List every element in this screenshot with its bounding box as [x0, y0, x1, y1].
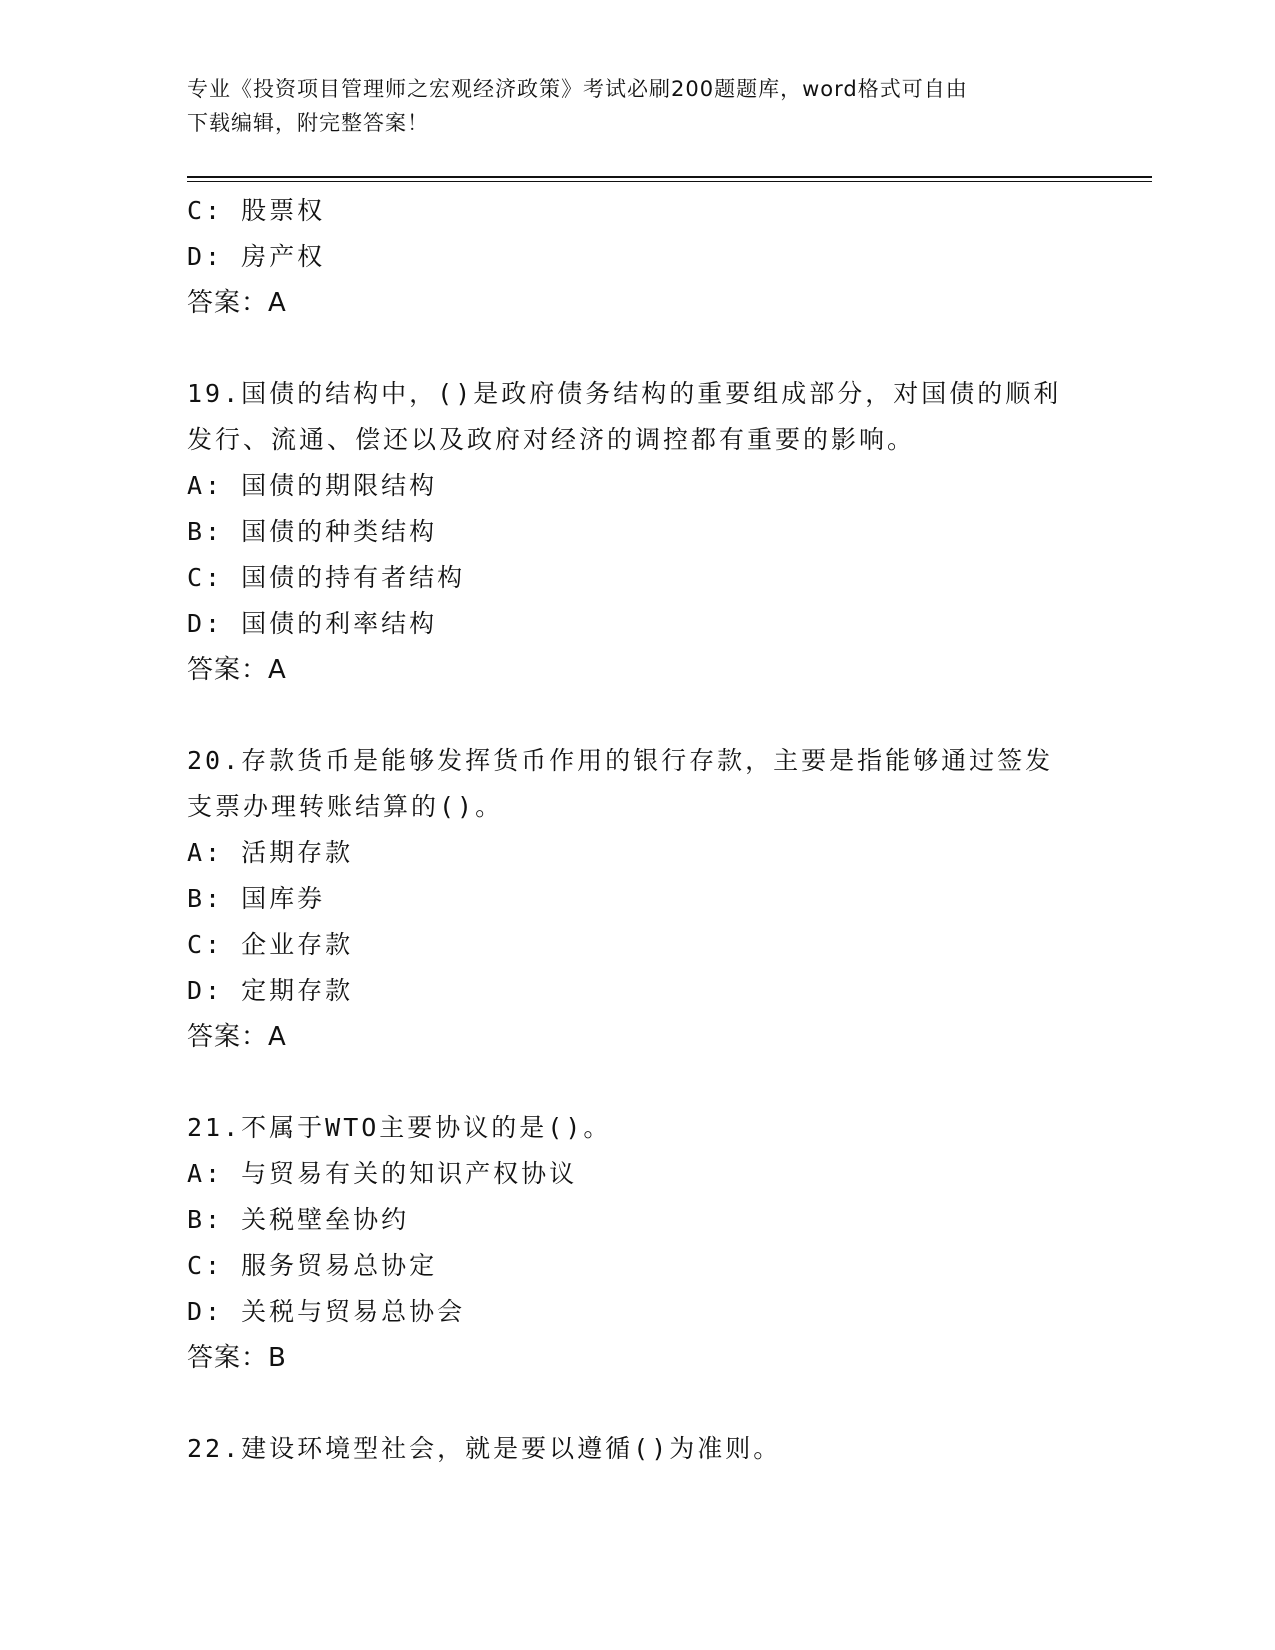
option-a: A: 与贸易有关的知识产权协议 — [187, 1159, 578, 1188]
option-a: A: 国债的期限结构 — [187, 471, 438, 500]
option-d: D: 定期存款 — [187, 976, 354, 1005]
question-22 — [187, 1426, 1107, 1472]
answer-line: 答案：A — [187, 1022, 287, 1052]
question-text-line-2: 发行、流通、偿还以及政府对经济的调控都有重要的影响。 — [187, 425, 916, 454]
header-rule-thin — [187, 181, 1152, 182]
spacer — [187, 1381, 1107, 1426]
option-d: D: 国债的利率结构 — [187, 609, 438, 638]
question-text-line-1: 20.存款货币是能够发挥货币作用的银行存款，主要是指能够通过签发 — [187, 746, 1054, 775]
option-c: C: 国债的持有者结构 — [187, 563, 466, 592]
document-body — [187, 188, 1107, 1472]
option-b: B: 国库券 — [187, 884, 326, 913]
question-18-tail — [187, 188, 1107, 326]
option-d: D: 关税与贸易总协会 — [187, 1297, 466, 1326]
option-b: B: 国债的种类结构 — [187, 517, 438, 546]
question-text-line-1: 22.建设环境型社会，就是要以遵循()为准则。 — [187, 1434, 782, 1463]
question-19 — [187, 371, 1107, 693]
question-20 — [187, 738, 1107, 1060]
option-c: C: 股票权 — [187, 196, 326, 225]
question-text-line-1: 19.国债的结构中，()是政府债务结构的重要组成部分，对国债的顺利 — [187, 379, 1062, 408]
header-rule-thick — [187, 176, 1152, 178]
option-c: C: 服务贸易总协定 — [187, 1251, 438, 1280]
question-21 — [187, 1105, 1107, 1381]
question-text-line-1: 21.不属于WTO主要协议的是()。 — [187, 1113, 612, 1142]
option-c: C: 企业存款 — [187, 930, 354, 959]
header-line-1: 专业《投资项目管理师之宏观经济政策》考试必刷200题题库，word格式可自由 — [187, 77, 968, 101]
document-header — [187, 72, 1087, 140]
answer-line: 答案：A — [187, 288, 287, 318]
spacer — [187, 326, 1107, 371]
option-a: A: 活期存款 — [187, 838, 354, 867]
question-text-line-2: 支票办理转账结算的()。 — [187, 792, 504, 821]
answer-line: 答案：A — [187, 655, 287, 685]
option-b: B: 关税壁垒协约 — [187, 1205, 410, 1234]
spacer — [187, 693, 1107, 738]
option-d: D: 房产权 — [187, 242, 326, 271]
header-line-2: 下载编辑，附完整答案！ — [187, 111, 429, 135]
answer-line: 答案：B — [187, 1343, 287, 1373]
spacer — [187, 1060, 1107, 1105]
